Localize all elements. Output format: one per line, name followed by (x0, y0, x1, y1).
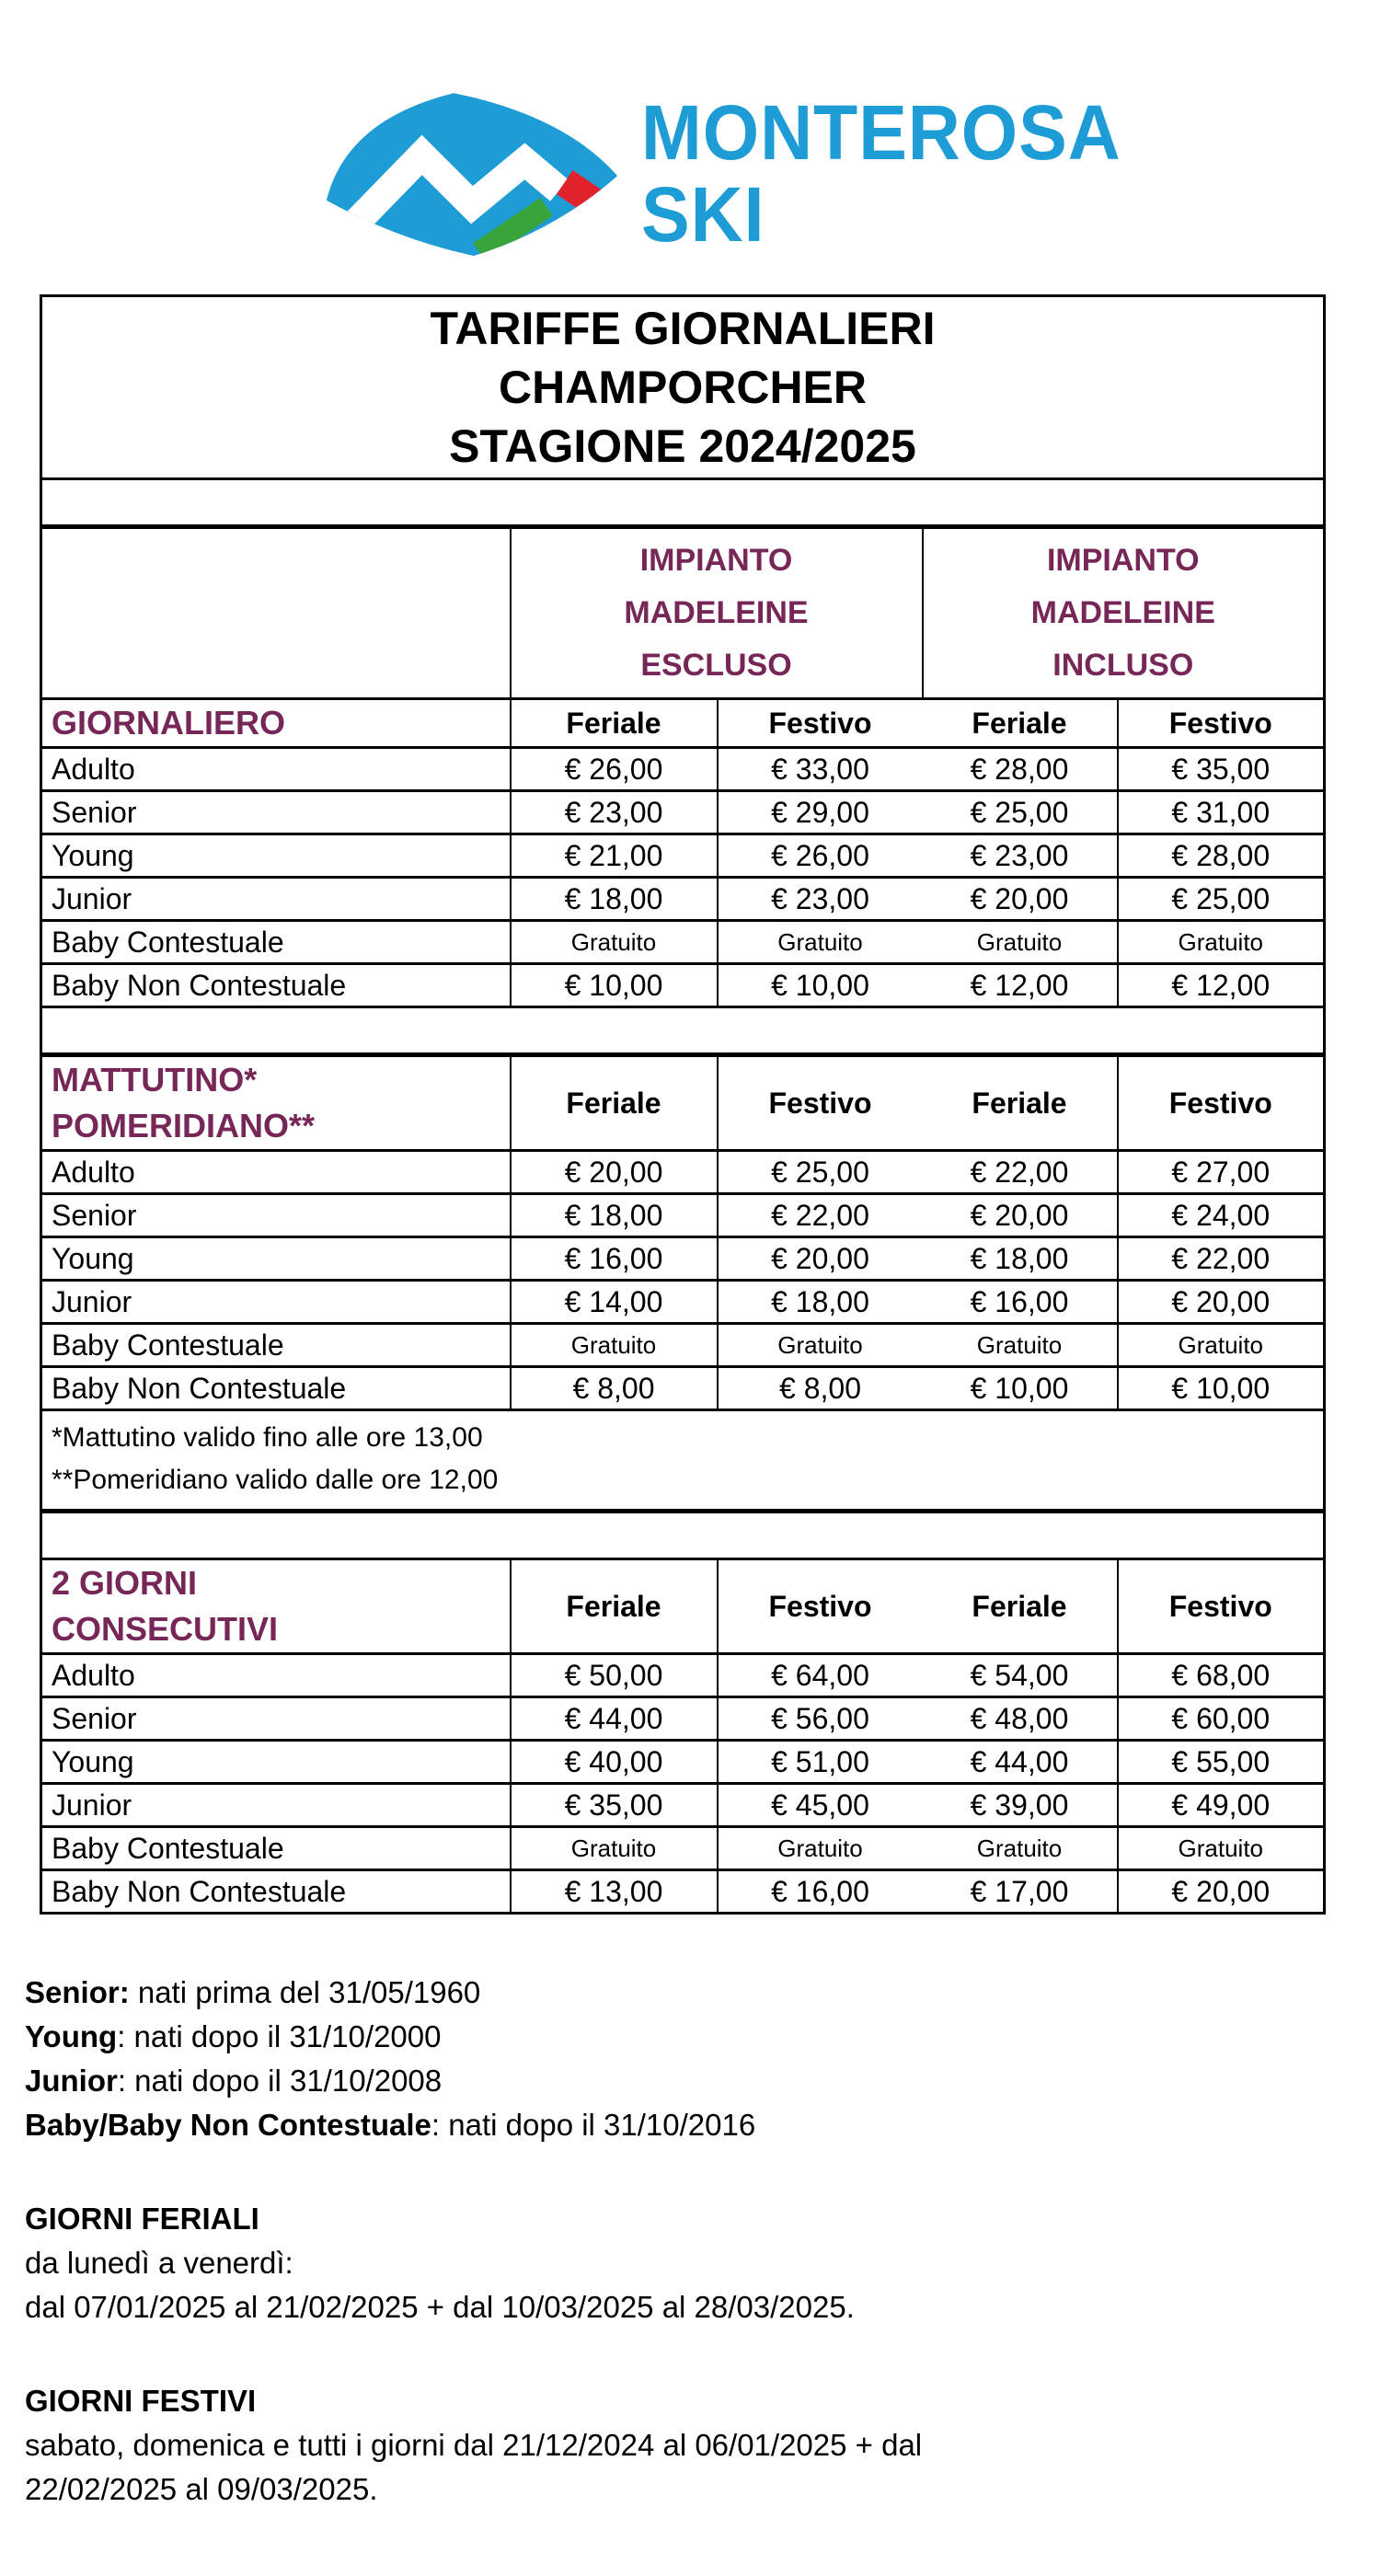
table-row (41, 964, 1325, 1007)
price-cell: Gratuito (511, 1827, 718, 1870)
table-row (41, 921, 1325, 964)
price-cell: € 50,00 (511, 1654, 718, 1697)
row-label: Baby Non Contestuale (41, 964, 511, 1007)
footer-notes (25, 1971, 922, 2512)
group-right-line: INCLUSO (1052, 648, 1194, 683)
price-cell: € 21,00 (511, 834, 718, 878)
row-label: Junior (41, 1281, 511, 1324)
brand-wordmark (641, 89, 1121, 258)
section-header-2-giorni (41, 1559, 1325, 1654)
group-left-line: IMPIANTO (639, 543, 793, 578)
price-cell: € 54,00 (923, 1654, 1118, 1697)
col-header-festivo-incluso: Festivo (1118, 1559, 1325, 1654)
brand-line-ski: SKI (641, 171, 765, 258)
row-label: Adulto (41, 1654, 511, 1697)
price-cell: € 35,00 (511, 1784, 718, 1827)
price-cell: € 64,00 (718, 1654, 923, 1697)
price-cell: € 10,00 (511, 964, 718, 1007)
price-cell: € 17,00 (923, 1870, 1118, 1914)
row-label: Senior (41, 791, 511, 834)
price-cell: € 23,00 (923, 834, 1118, 878)
festivi-line-2: 22/02/2025 al 09/03/2025. (25, 2472, 378, 2506)
group-header-incluso (923, 527, 1325, 699)
price-cell: € 16,00 (511, 1237, 718, 1281)
price-cell: € 55,00 (1118, 1741, 1325, 1784)
col-header-feriale-escluso: Feriale (511, 1055, 718, 1151)
heading-giorni-festivi: GIORNI FESTIVI (25, 2384, 257, 2418)
tariff-table (40, 294, 1326, 1915)
festivi-line-1: sabato, domenica e tutti i giorni dal 21/12/2024 al 06/01/2025 + dal (25, 2428, 923, 2462)
price-cell: € 29,00 (718, 791, 923, 834)
footnote-row (41, 1410, 1325, 1512)
price-cell: € 35,00 (1118, 748, 1325, 791)
price-cell: € 20,00 (923, 878, 1118, 921)
price-cell: Gratuito (923, 1827, 1118, 1870)
group-header-escluso (511, 527, 923, 699)
price-cell: € 8,00 (718, 1367, 923, 1410)
col-header-festivo-incluso: Festivo (1118, 1055, 1325, 1151)
price-cell: € 68,00 (1118, 1654, 1325, 1697)
price-cell: € 39,00 (923, 1784, 1118, 1827)
row-label: Baby Contestuale (41, 921, 511, 964)
table-row (41, 1367, 1325, 1410)
price-cell: € 10,00 (1118, 1367, 1325, 1410)
price-cell: € 18,00 (511, 878, 718, 921)
section-header-giornaliero (41, 699, 1325, 748)
price-cell: Gratuito (923, 1324, 1118, 1367)
price-cell: € 49,00 (1118, 1784, 1325, 1827)
table-row (41, 1237, 1325, 1281)
row-label: Young (41, 834, 511, 878)
row-label: Young (41, 1741, 511, 1784)
price-cell: Gratuito (511, 921, 718, 964)
footnote-mattutino: *Mattutino valido fino alle ore 13,00 (52, 1422, 483, 1453)
price-cell: € 8,00 (511, 1367, 718, 1410)
brand-line-monterosa: MONTEROSA (641, 89, 1121, 176)
group-right-line: IMPIANTO (1046, 543, 1200, 578)
spacer-cell (41, 479, 1325, 527)
heading-giorni-feriali: GIORNI FERIALI (25, 2202, 259, 2236)
spacer-row (41, 1512, 1325, 1559)
price-cell: Gratuito (718, 921, 923, 964)
price-cell: € 45,00 (718, 1784, 923, 1827)
col-header-feriale-incluso: Feriale (923, 1559, 1118, 1654)
monterosa-ski-logo (317, 85, 1121, 282)
price-cell: € 44,00 (923, 1741, 1118, 1784)
spacer-row (41, 479, 1325, 527)
price-cell: € 40,00 (511, 1741, 718, 1784)
age-note-baby: Baby/Baby Non Contestuale: nati dopo il 31/10/2016 (25, 2108, 756, 2142)
table-row (41, 1784, 1325, 1827)
price-cell: € 20,00 (1118, 1870, 1325, 1914)
table-row (41, 1827, 1325, 1870)
title-line-1: TARIFFE GIORNALIERI (430, 303, 936, 354)
price-cell: € 24,00 (1118, 1194, 1325, 1237)
price-cell: € 16,00 (923, 1281, 1118, 1324)
price-cell: € 18,00 (718, 1281, 923, 1324)
spacer-row (41, 1007, 1325, 1055)
col-header-festivo-escluso: Festivo (718, 1055, 923, 1151)
spacer-cell (41, 1007, 1325, 1055)
section-header-mattutino-pomeridiano (41, 1055, 1325, 1151)
table-row (41, 878, 1325, 921)
table-row (41, 1870, 1325, 1914)
table-row (41, 1194, 1325, 1237)
price-cell: € 22,00 (923, 1151, 1118, 1194)
table-row (41, 1654, 1325, 1697)
table-row (41, 791, 1325, 834)
price-cell: € 18,00 (511, 1194, 718, 1237)
price-cell: Gratuito (1118, 1827, 1325, 1870)
col-header-festivo-escluso: Festivo (718, 699, 923, 748)
price-cell: Gratuito (718, 1324, 923, 1367)
price-cell: € 20,00 (923, 1194, 1118, 1237)
col-header-feriale-escluso: Feriale (511, 1559, 718, 1654)
col-header-feriale-incluso: Feriale (923, 699, 1118, 748)
price-cell: € 22,00 (718, 1194, 923, 1237)
row-label: Senior (41, 1697, 511, 1741)
price-cell: Gratuito (1118, 1324, 1325, 1367)
price-cell: € 28,00 (1118, 834, 1325, 878)
section-footnotes (41, 1410, 1325, 1512)
feriali-line-2: dal 07/01/2025 al 21/02/2025 + dal 10/03/2025 al 28/03/2025. (25, 2290, 855, 2324)
empty-corner-cell (41, 527, 511, 699)
row-label: Adulto (41, 748, 511, 791)
row-label: Baby Non Contestuale (41, 1870, 511, 1914)
price-cell: € 26,00 (511, 748, 718, 791)
table-row (41, 748, 1325, 791)
price-cell: € 10,00 (923, 1367, 1118, 1410)
price-cell: € 25,00 (923, 791, 1118, 834)
title-line-2: CHAMPORCHER (499, 362, 868, 413)
price-cell: € 48,00 (923, 1697, 1118, 1741)
price-cell: € 20,00 (1118, 1281, 1325, 1324)
row-label: Junior (41, 1784, 511, 1827)
price-cell: € 20,00 (718, 1237, 923, 1281)
age-note-senior: Senior: nati prima del 31/05/1960 (25, 1975, 481, 2009)
table-row (41, 1741, 1325, 1784)
price-cell: € 16,00 (718, 1870, 923, 1914)
price-cell: € 12,00 (1118, 964, 1325, 1007)
mountain-fan-icon (317, 85, 627, 285)
price-cell: € 33,00 (718, 748, 923, 791)
age-note-junior: Junior: nati dopo il 31/10/2008 (25, 2064, 443, 2098)
row-label: Baby Contestuale (41, 1324, 511, 1367)
price-cell: € 12,00 (923, 964, 1118, 1007)
row-label: Baby Contestuale (41, 1827, 511, 1870)
row-label: Baby Non Contestuale (41, 1367, 511, 1410)
table-row (41, 1281, 1325, 1324)
col-header-festivo-escluso: Festivo (718, 1559, 923, 1654)
age-note-young: Young: nati dopo il 31/10/2000 (25, 2019, 442, 2053)
section-title: MATTUTINO* POMERIDIANO** (41, 1055, 511, 1151)
row-label: Senior (41, 1194, 511, 1237)
price-cell: € 60,00 (1118, 1697, 1325, 1741)
title-line-3: STAGIONE 2024/2025 (449, 420, 916, 472)
price-cell: € 28,00 (923, 748, 1118, 791)
price-cell: € 23,00 (718, 878, 923, 921)
table-row (41, 834, 1325, 878)
title-row (41, 296, 1325, 479)
price-cell: € 22,00 (1118, 1237, 1325, 1281)
col-header-feriale-incluso: Feriale (923, 1055, 1118, 1151)
page-title (41, 296, 1325, 479)
price-cell: € 25,00 (718, 1151, 923, 1194)
table-row (41, 1151, 1325, 1194)
price-cell: € 31,00 (1118, 791, 1325, 834)
price-cell: € 20,00 (511, 1151, 718, 1194)
price-cell: € 27,00 (1118, 1151, 1325, 1194)
col-header-festivo-incluso: Festivo (1118, 699, 1325, 748)
col-header-feriale-escluso: Feriale (511, 699, 718, 748)
price-cell: € 23,00 (511, 791, 718, 834)
price-cell: Gratuito (718, 1827, 923, 1870)
price-cell: € 18,00 (923, 1237, 1118, 1281)
price-cell: € 13,00 (511, 1870, 718, 1914)
group-header-row (41, 527, 1325, 699)
table-row (41, 1324, 1325, 1367)
section-title: 2 GIORNI CONSECUTIVI (41, 1559, 511, 1654)
price-cell: € 26,00 (718, 834, 923, 878)
price-cell: Gratuito (923, 921, 1118, 964)
group-left-line: MADELEINE (624, 595, 809, 630)
section-title: GIORNALIERO (41, 699, 511, 748)
row-label: Young (41, 1237, 511, 1281)
price-cell: € 44,00 (511, 1697, 718, 1741)
group-right-line: MADELEINE (1030, 595, 1215, 630)
spacer-cell (41, 1512, 1325, 1559)
price-cell: € 51,00 (718, 1741, 923, 1784)
group-left-line: ESCLUSO (640, 648, 792, 683)
price-cell: € 10,00 (718, 964, 923, 1007)
price-cell: Gratuito (511, 1324, 718, 1367)
price-cell: Gratuito (1118, 921, 1325, 964)
price-cell: € 25,00 (1118, 878, 1325, 921)
price-cell: € 14,00 (511, 1281, 718, 1324)
price-cell: € 56,00 (718, 1697, 923, 1741)
feriali-line-1: da lunedì a venerdì: (25, 2246, 293, 2280)
footnote-pomeridiano: **Pomeridiano valido dalle ore 12,00 (52, 1465, 499, 1495)
table-row (41, 1697, 1325, 1741)
row-label: Adulto (41, 1151, 511, 1194)
row-label: Junior (41, 878, 511, 921)
